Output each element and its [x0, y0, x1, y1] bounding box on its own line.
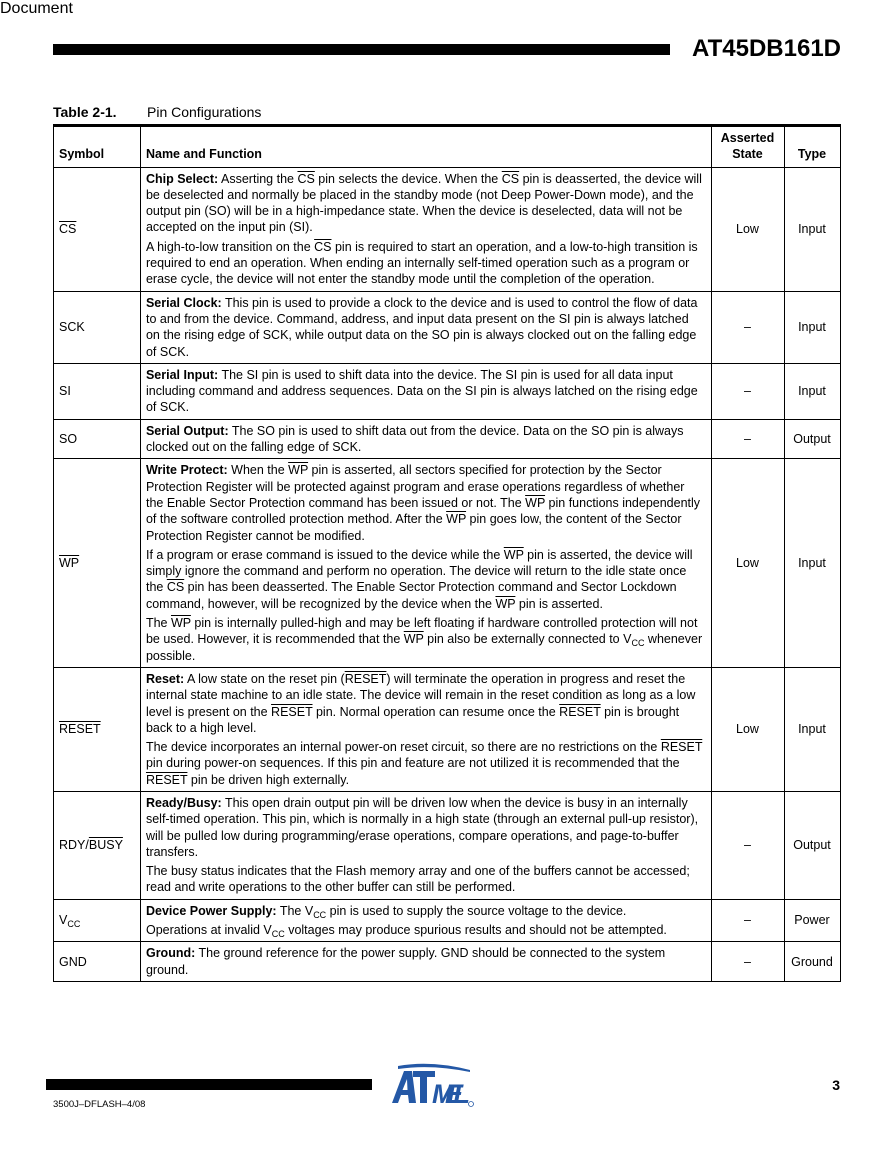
description-cell: Serial Clock: This pin is used to provide a clock to the device and is used to control the flow of data to and from the device. Command, address, and input data present on the SI pin is always latched on the rising edge of SCK, while output data on the SO pin is always clocked out on the falling edge of SCK. — [140, 291, 711, 363]
table-row-gnd — [54, 942, 841, 982]
description-cell: Reset: A low state on the reset pin (RESET) will terminate the operation in progress and reset the internal state machine to an idle state. The device will remain in the reset condition as long as a low level is present on the RESET pin. Normal operation can resume once the RESET pin is brought back to a high level. The device incorporates an internal power-on reset circuit, so there are no restrictions on the RESET pin during power-on sequences. If this pin and feature are not utilized it is recommended that the RESET pin be driven high externally. — [140, 667, 711, 791]
table-row-wp — [54, 459, 841, 668]
symbol-cell: RDY/BUSY — [54, 791, 141, 899]
document-code: 3500J–DFLASH–4/08 — [53, 1099, 146, 1110]
type-cell: Ground — [784, 942, 840, 982]
asserted-state-cell: – — [712, 291, 785, 363]
symbol-cell: $V_{CC}$ — [54, 899, 141, 942]
table-number: Table 2-1. — [53, 104, 117, 120]
header-name-function: Name and Function — [140, 126, 711, 168]
pin-configurations-table — [53, 124, 841, 982]
type-cell: Input — [784, 291, 840, 363]
table-row-cs — [54, 167, 841, 291]
type-cell: Output — [784, 419, 840, 459]
asserted-state-cell: – — [712, 899, 785, 942]
atmel-logo — [386, 1063, 476, 1107]
asserted-state-cell: Low — [712, 459, 785, 668]
footer-rule — [46, 1079, 372, 1090]
description-cell: Device Power Supply: The $V_{CC}$ pin is used to supply the source voltage to the device. Operations at invalid $V_{CC}$ voltages may produce spurious results and should not be attempted. — [140, 899, 711, 942]
description-cell: Serial Output: The SO pin is used to shift data out from the device. Data on the SO pin is always clocked out on the falling edge of SCK. — [140, 419, 711, 459]
type-cell: Input — [784, 167, 840, 291]
description-cell: Write Protect: When the $\overline{WP}$ pin is asserted, all sectors specified for protection by the Sector Protection Register will be protected against program and erase operations regardless of whether the Enable Sector Protection command has been issued or not. The $\overline{WP}$ pin functions independently of the software controlled protection method. After the $\overline{WP}$ pin goes low, the content of the Sector Protection Register cannot be modified. If a program or erase command is issued to the device while the $\overline{WP}$ pin is asserted, the device will simply ignore the command and perform no operation. The device will return to the idle state once the $\overline{CS}$ pin has been deasserted. The Enable Sector Protection command and Sector Lockdown command, however, will be recognized by the device when the $\overline{WP}$ pin is asserted. The $\overline{WP}$ pin is internally pulled-high and may be left floating if hardware controlled protection will not be used. However, it is recommended that the $\overline{WP}$ pin also be externally connected to $V_{CC}$ whenever possible. — [140, 459, 711, 668]
symbol-cell: $\overline{WP}$ — [54, 459, 141, 668]
table-caption-text: Pin Configurations — [147, 104, 262, 120]
page-number: 3 — [832, 1077, 840, 1093]
document-title: AT45DB161D — [692, 35, 841, 62]
description-cell: Serial Input: The SI pin is used to shift data into the device. The SI pin is used for all data input including command and address sequences. Data on the SI pin is always latched on the rising edge of SCK. — [140, 363, 711, 419]
description-cell: Chip Select: Asserting the $\overline{CS}$ pin selects the device. When the $\overline{CS}$ pin is deasserted, the device will be deselected and normally be placed in the standby mode (not Deep Power-Down mode), and the output pin (SO) will be in a high-impedance state. When the device is deselected, data will not be accepted on the input pin (SI). A high-to-low transition on the $\overline{CS}$ pin is required to start an operation, and a low-to-high transition is required to end an operation. When ending an internally self-timed operation such as a program or erase cycle, the device will not enter the standby mode until the completion of the operation. — [140, 167, 711, 291]
type-cell: Power — [784, 899, 840, 942]
asserted-state-cell: Low — [712, 167, 785, 291]
type-cell: Input — [784, 459, 840, 668]
symbol-cell: RESET — [54, 667, 141, 791]
asserted-state-cell: – — [712, 942, 785, 982]
table-row-rdy-busy — [54, 791, 841, 899]
table-row-sck — [54, 291, 841, 363]
header-asserted-state: Asserted State — [712, 126, 785, 168]
asserted-state-cell: – — [712, 419, 785, 459]
description-cell: Ready/Busy: This open drain output pin will be driven low when the device is busy in an internally self-timed operation. This pin, which is normally in a high state (through an external pull-up resistor), will be pulled low during programming/erase operations, compare operations, and page-to-buffer transfers. The busy status indicates that the Flash memory array and one of the buffers cannot be accessed; read and write operations to the other buffer can still be performed. — [140, 791, 711, 899]
symbol-cell: GND — [54, 942, 141, 982]
symbol-cell: SI — [54, 363, 141, 419]
header-symbol: Symbol — [54, 126, 141, 168]
symbol-cell: $\overline{CS}$ — [54, 167, 141, 291]
symbol-cell: SCK — [54, 291, 141, 363]
type-cell: Input — [784, 667, 840, 791]
svg-text:MEL: MEL — [432, 1079, 470, 1107]
table-row-so — [54, 419, 841, 459]
symbol-cell: SO — [54, 419, 141, 459]
table-row-vcc — [54, 899, 841, 942]
asserted-state-cell: – — [712, 363, 785, 419]
type-cell: Output — [784, 791, 840, 899]
description-cell: Ground: The ground reference for the power supply. GND should be connected to the system ground. — [140, 942, 711, 982]
table-header-row — [54, 126, 841, 168]
table-row-reset — [54, 667, 841, 791]
header-type: Type — [784, 126, 840, 168]
asserted-state-cell: – — [712, 791, 785, 899]
table-row-si — [54, 363, 841, 419]
header-rule — [53, 44, 670, 55]
table-caption — [53, 104, 261, 121]
asserted-state-cell: Low — [712, 667, 785, 791]
type-cell: Input — [784, 363, 840, 419]
